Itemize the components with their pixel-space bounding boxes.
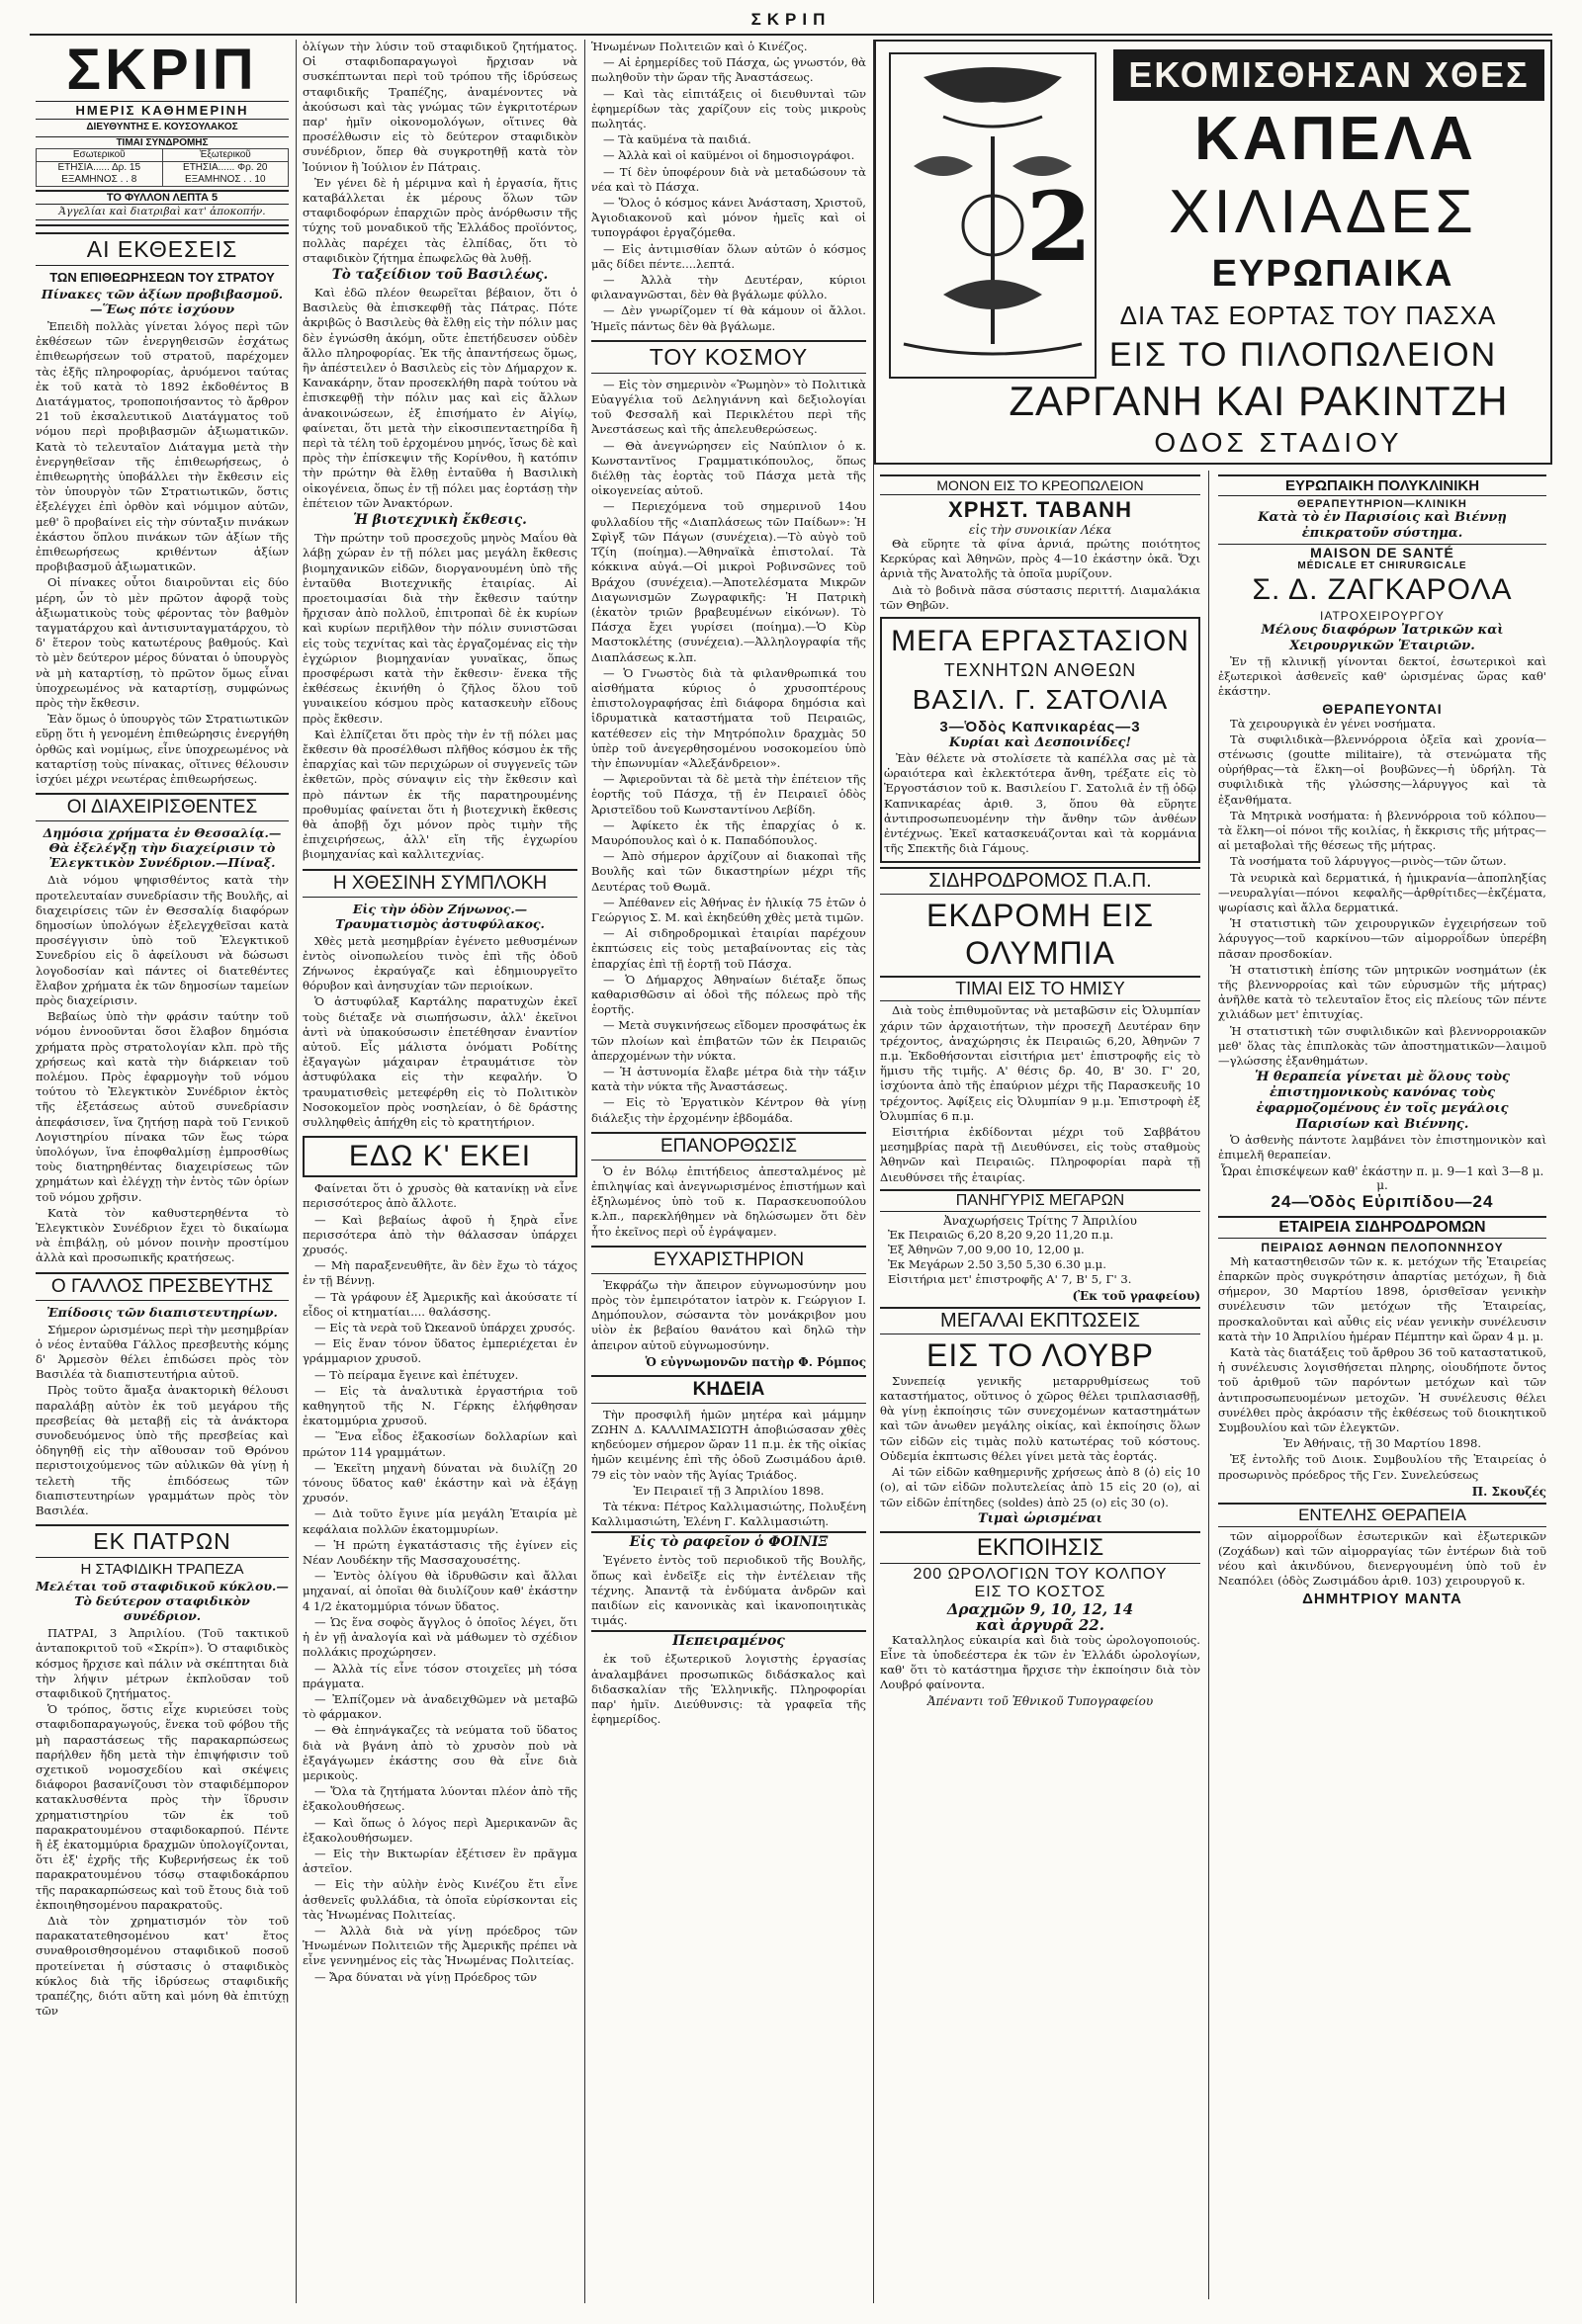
paragraph: Ὁ ἐν Βόλῳ ἐπιτήδειος ἀπεσταλμένος μὲ ἐπιληψίας καὶ ἀνεγνωρισμένος ἐπιστήμων καὶ ἐξηλωμένος ὑπὸ τοῦ κ. Παρασκευοπούλου κ.λπ., παρεκλήθημεν νὰ δηλώσωμεν ὅτι δὲν ἦτο ἐκεῖνος περὶ οὗ ἐγράψαμεν. [591,1163,866,1239]
subscription-prices [36,136,289,187]
prices-table [36,148,289,187]
paragraph: Τὰ Μητρικὰ νοσήματα: ἡ βλεννόρροια τοῦ κόλπου—τὰ ἕλκη—οἱ πόνοι τῆς κοιλίας, ἡ ἔκκρισις τῆς μήτρας—αἱ μεταβολαὶ τῆς θέσεως τῆς μήτρας. [1218,808,1546,853]
doctor-signature: ΔΗΜΗΤΡΙΟΥ ΜΑΝΤΑ [1302,1590,1462,1607]
railway-subheading: ΠΕΙΡΑΙΩΣ ΑΘΗΝΩΝ ΠΕΛΟΠΟΝΝΗΣΟΥ [1261,1240,1504,1254]
article-heading: ΑΙ ΕΚΘΕΣΕΙΣ [36,232,289,266]
paragraph: ΠΑΤΡΑΙ, 3 Ἀπριλίου. (Τοῦ τακτικοῦ ἀνταποκριτοῦ τοῦ «Σκρίπ»). Ὁ σταφιδικὸς κόσμος ἤρχισε καὶ πάλιν νὰ σκέπτηται διὰ τὴν λήψιν μέτρων ἐκπλοῦσαν τοῦ σταφιδικοῦ ζητήματος. [36,1626,289,1701]
paragraph: — Ἐλπίζομεν νὰ ἀναδειχθῶμεν νὰ μεταβῶ τὸ φάρμακον. [303,1691,577,1722]
ad-heading: ΜΕΓΑ ΕΡΓΑΣΤΑΣΙΟΝ [891,625,1189,658]
article-deck: Εἰς τὴν ὁδὸν Ζήνωνος.—Τραυματισμὸς ἀστυφύλακος. [335,901,545,931]
shop-address: Ἀπέναντι τοῦ Ἐθνικοῦ Τυπογραφείου [926,1693,1154,1708]
paragraph: Αἱ τῶν εἰδῶν καθημερινῆς χρήσεως ἀπὸ 8 (ὁ) εἰς 10 (ο), αἱ τῶν εἰδῶν πολυτελείας ἀπὸ 15 εἰς 20 (ο), αἱ τῶν εἰδῶν ἐπίτηδες (soldes) ἀπὸ 25 (ο) εἰς 30 (ο). [880,1465,1200,1509]
domestic-prices [37,162,163,187]
paragraph: Ἡ στατιστικὴ τῶν συφιλιδικῶν καὶ βλεννορροιακῶν μεθ' ὅλας τὰς ἐπιπλοκὰς τῶν ἀποστηματικῶν—λαιμοῦ—γλώσσης ἐξανθημάτων. [1218,1023,1546,1069]
hat-banner: ΕΚΟΜΙΣΘΗΣΑΝ ΧΘΕΣ [1113,49,1544,101]
doctor-role: ΙΑΤΡΟΧΕΙΡΟΥΡΓΟΥ [1320,609,1445,623]
paragraph: Ἐκφράζω τὴν ἄπειρον εὐγνωμοσύνην μου πρὸς τὸν ἐμπειρότατον ἰατρὸν κ. Γεώργιον Ι. Δημόπουλον, σώσαντα τὸν μονάκριβον μου υἱὸν ἐκ βεβαίου θανάτου καὶ δηλῶ τὴν ἀπειρον αὐτοῦ εὐγνωμοσύνην. [591,1277,866,1352]
paragraph: Ἐὰν θέλετε νὰ στολίσετε τὰ καπέλλα σας μὲ τὰ ὡραιότερα καὶ ἐκλεκτότερα ἄνθη, τρέξατε εἰς τὸ Ἐργοστάσιον τοῦ κ. Βασιλείου Γ. Σατολιᾶ ἐν τῇ ὁδῷ Καπνικαρέας ἀριθ. 3, ὅπου θὰ εὕρητε ἀντιπροσωπευομένην τὴν ἄνθην τῶν ἀνθέων ἐντέχνως. Ἐκεῖ κατασκευάζονται καὶ τὰ κορμάνια τῆς Σπεκτῆς διὰ Γάμους. [884,751,1196,856]
paragraph: Χθὲς μετὰ μεσημβρίαν ἐγένετο μεθυσμένων ἐντὸς οἰνοπωλείου τινὸς ἐπὶ τῆς ὁδοῦ Ζήνωνος ἐκραύγαζε καὶ ἐδημιουργεῖτο θόρυβον καὶ ἀνησυχίαν τῶν περιοίκων. [303,933,577,993]
excursion-heading: ΕΚΔΡΟΜΗ ΕΙΣ ΟΛΥΜΠΙΑ [926,898,1154,972]
paragraph: — Ἀπέθανεν εἰς Ἀθήνας ἐν ἡλικίᾳ 75 ἐτῶν ὁ Γεώργιος Σ. Μ. καὶ ἐκηδεύθη χθὲς μετὰ τιμῶν. [591,895,866,924]
paragraph: — Δὲν γνωρίζομεν τί θὰ κάμουν οἱ ἄλλοι. Ἡμεῖς πάντως δὲν θὰ βγάλωμε. [591,303,866,333]
article-heading: ΤΟΥ ΚΟΣΜΟΥ [591,340,866,374]
masthead-editor: ΔΙΕΥΘΥΝΤΗΣ Ε. ΚΟΥΣΟΥΛΑΚΟΣ [86,122,238,132]
paragraph: ὀλίγων τὴν λύσιν τοῦ σταφιδικοῦ ζητήματος. Οἱ σταφιδοπαραγωγοὶ ἤρχισαν νὰ συσκέπτωνται περὶ τοῦ τρόπου τῆς ἱδρύσεως σταφιδικῆς Τραπέζης, ἀναμένοντες νὰ ἀκούσωσι καὶ τὰς γνώμας τῶν ἐγκριτοτέρων παρ' ἡμῖν οἰκονομολόγων, οἵτινες θὰ προσέλθωσιν εἰς τὸ δεύτερον σταφιδικὸν συνέδριον, ὅπερ θὰ συγκροτηθῇ κατὰ τὸν Ἰούνιον ἢ Ἰούλιον ἐν Πάτραις. [303,40,577,174]
ads-column-right [1212,471,1552,2299]
copy-price: ΤΟ ΦΥΛΛΟΝ ΛΕΠΤΑ 5 [36,190,289,205]
paragraph: Καὶ ἐλπίζεται ὅτι πρὸς τὴν ἐν τῇ πόλει μας ἔκθεσιν θὰ προσέλθωσι πλῆθος κόσμου ἐκ τῆς ἐπαρχίας καὶ τῶν περιχώρων οἱ συγγενεῖς τῶν ἐκθετῶν, πρὸς σύναψιν εἰς τὴν ἔκθεσιν καὶ πρὸ πάντων ἐκ τῆς παρατηρουμένης προθυμίας φαίνεται ὅτι ἡ βιοτεχνικὴ ἔκθεσις θὰ ἀποβῇ ὄχι μόνον πρὸς τιμὴν τῆς ἐπιχειρήσεως, ἀλλ' εἴη τῆς ἐγχωρίου βιομηχανίας καὶ καλλιτεχνίας. [303,727,577,862]
ads-note: Ἀγγελίαι καὶ διατριβαὶ κατ' ἀποκοπήν. [36,205,289,220]
paragraph: — Ἕνα εἶδος ἐξακοσίων δολλαρίων καὶ πρώτον 114 γραμμάτων. [303,1429,577,1459]
paragraph: Καὶ ἐδῶ πλέον θεωρεῖται βέβαιον, ὅτι ὁ Βασιλεὺς θὰ ἐπισκεφθῇ τὰς Πάτρας. Πότε ἀκριβῶς ὁ Βασιλεὺς θὰ ἔλθῃ εἰς τὴν πόλιν μας δὲν ἐγνώσθη ἀκόμη, οὔτε ἐπετήδευσεν οὐδὲν ἄλλο πληροφορίας. Ἐκ τῆς ἀπαντήσεως ὅμως, ἣν ἀπέστειλεν ὁ Βασιλεὺς εἰς τὸν Δήμαρχον κ. Κανακάρην, ὅταν προσεκλήθη παρὰ τούτου νὰ ἐπισκεφθῇ τὴν πόλιν μας καὶ εἰς ἄλλων ἀνακοινώσεων, ἐξ ἐπισήματο ἐν Αἰγίῳ, φαίνεται, ὅτι μετὰ τὴν εἰκοσιπενταετηρίδα ἢ περὶ τὰ τέλη τοῦ ἐρχομένου μηνός, ἴσως δὲ καὶ πρὸς τὴν ἐπίσκεψιν τῆς Κορίνθου, ἢ κατόπιν τὴν πρώτην θὰ ἔλθῃ ἐνταῦθα ἡ Βασιλικὴ οἰκογένεια, ὅπως ἐν τῇ πόλει μας ἑορτάσῃ τὴν ἐπέτειον τῶν Ἀνακτόρων. [303,286,577,510]
watch-prices: Δραχμῶν 9, 10, 12, 14 [946,1599,1134,1618]
hat-shop-advertisement [874,40,1552,465]
domestic-year: ΕΤΗΣΙΑ...... Δρ. 15 [57,162,141,173]
article-heading: ΚΗΔΕΙΑ [591,1375,866,1404]
paragraph: Θὰ εὕρητε τὰ φίνα ἀρνιά, πρώτης ποιότητος Κερκύρας καὶ Ἀθηνῶν, πρὸς 4—10 ἐκάστην ὀκᾶ. Ὄχι ἀρνιὰ τῆς Ἀνατολῆς τὰ ὁποῖα μυρίζουν. [880,537,1200,581]
paragraph: — Εἰς ἀντιμισθίαν ὅλων αὐτῶν ὁ κόσμος μᾶς δίδει πέντε....λεπτά. [591,241,866,271]
article-deck: Δημόσια χρήματα ἐν Θεσσαλίᾳ.—Θὰ ἐξελέγξῃ τὴν διαχείρισιν τὸ Ἐλεγκτικὸν Συνέδριον.—Πίναξ. [43,825,282,871]
foreign-year: ΕΤΗΣΙΑ...... Φρ. 20 [183,162,268,173]
watch-prices-silver: καὶ ἀργυρᾶ 22. [976,1615,1104,1634]
ads-column-left [874,471,1206,2299]
paragraph: Καταλληλος εὐκαιρία καὶ διὰ τοὺς ὡρολογοποιούς. Εἶνε τὰ ὑποδεέστερα ἐκ τῶν ἐν Ἑλλάδι ὡρολογίων, καθ' ὅτι τὸ κατάστημα ἤρχισε τὴν ἐκποίησιν διὰ τὸν Λουβρό φαίνοντα. [880,1632,1200,1692]
top-rule [30,34,1552,36]
masthead-subtitle: ΗΜΕΡΙΣ ΚΑΘΗΜΕΡΙΝΗ [36,101,289,120]
maison-de-sante: MAISON DE SANTÉ [1218,544,1546,560]
foreign-half: ΕΞΑΜΗΝΟΣ . . 10 [184,174,266,185]
paragraph: Συνεπείᾳ γενικῆς μεταρρυθμίσεως τοῦ καταστήματος, οὕτινος ὁ χῶρος θέλει τριπλασιασθῇ, θὰ γίνῃ ἐκποίησις τῶν συνεχομένων καταστημάτων καὶ τῶν ἀνωθεν μεγάλης οἰκίας, καὶ ἐκποίησις ὅλων τῶν εἰδῶν εἰς τιμὰς πολὺ κατωτέρας τοῦ κόστους. Οὐδεμία ἐκπτωσις θέλει γίνει μετὰ τὰς ἑορτάς. [880,1373,1200,1463]
paragraph: — Αἱ ἐρημερίδες τοῦ Πάσχα, ὡς γνωστόν, θὰ πωληθοῦν τὴν ὥραν τῆς Ἀναστάσεως. [591,55,866,85]
paragraph: — Εἰς τὴν αὐλὴν ἑνὸς Κινέζου ἔτι εἶνε ἀσθενεῖς φυλλάδια, τὰ ὁποῖα εὑρίσκονται εἰς τὰς Ἡνωμένας Πολιτείας. [303,1877,577,1922]
paragraph: — Ὡς ἕνα σοφὸς ἄγγλος ὁ ὁποῖος λέγει, ὅτι ἡ ἐν γῇ ἀναλογία καὶ νὰ μάθωμεν τὸ σχέδιον πολλάκις προχώρησεν. [303,1614,577,1660]
paragraph: — Ὁ Δήμαρχος Ἀθηναίων διέταξε ὅπως καθαρισθῶσιν αἱ ὁδοὶ τῆς πόλεως πρὸ τῆς ἑορτῆς. [591,972,866,1017]
masthead [36,40,289,226]
paragraph: — Τὰ γράφουν ἐξ Ἀμερικῆς καὶ ἀκούσατε τί εἶδος οἱ κτηματίαι.... θαλάσσης. [303,1289,577,1319]
ad-heading: ΠΑΝΗΓΥΡΙΣ ΜΕΓΑΡΩΝ [880,1189,1200,1212]
paragraph: Ὁ ἀστυφύλαξ Καρτάλης παρατυχὼν ἐκεῖ τοὺς διέταξε νὰ σιωπήσωσιν, ἀλλ' ἐκεῖνοι ἀντὶ νὰ ὑπακούσωσιν ἐπετέθησαν ἐναντίον αὐτοῦ. Εἷς μάλιστα ὀνόματι Ροδίτης ἐξαγαγὼν μάχαιραν ἐτραυμάτισε τὸν ἀστυφύλακα εἰς τὴν κεφαλήν. Ὁ τραυματισθεὶς μετεφέρθη εἰς τὸ Πολιτικὸν Νοσοκομεῖον πρὸς νοσηλείαν, ὁ δὲ δράστης συλληφθεὶς ἀπήχθη εἰς τὸ κρατητήριον. [303,994,577,1129]
paragraph: Τὰ νοσήματα τοῦ λάρυγγος—ρινὸς—τῶν ὤτων. [1230,854,1507,869]
column-rule [1208,471,1209,2299]
ad-heading: ΕΤΑΙΡΕΙΑ ΣΙΔΗΡΟΔΡΟΜΩΝ [1218,1216,1546,1239]
paragraph: Κατὰ τὸν καθυστερηθέντα τὸ Ἐλεγκτικὸν Συνέδριον ἔχει τὸ δικαίωμα νὰ ἐπιβάλῃ, οὐ μόνον ποινὴν προστίμου ἀλλὰ καὶ προσωπικῆς κρατήσεως. [36,1205,289,1265]
paragraph: — Ἀλλὰ διὰ νὰ γίνῃ πρόεδρος τῶν Ἡνωμένων Πολιτειῶν τῆς Ἀμερικῆς πρέπει νὰ εἶνε γεννημένος εἰς τὰς Ἡνωμένας Πολιτείας. [303,1923,577,1968]
hat-line-1: ΔΙΑ ΤΑΣ ΕΟΡΤΑΣ ΤΟΥ ΠΑΣΧΑ [1119,301,1497,330]
hat-line-2: ΕΙΣ ΤΟ ΠΙΛΟΠΩΛΕΙΟΝ [1108,336,1498,374]
paragraph: Διὰ τὸν χρηματισμόν τὸν τοῦ παρακατατεθησομένου κατ' ἔτος συναθροισθησομένου σταφιδικοῦ ποσοῦ προτείνεται ἡ σύστασις ὁ σταφιδικὸς κύκλος διὰ τῆς ἱδρύσεως σταφιδικῆς τραπέζης, διότι αὕτη καὶ μόνη θὰ ἐπιτύχῃ τῶν [36,1914,289,2019]
advertisements-panel [874,40,1552,2303]
doctor-membership: Μέλους διαφόρων Ἰατρικῶν καὶ Χειρουργικῶν Ἑταιριῶν. [1261,623,1504,653]
ad-heading: Πεπειραμένος [591,1630,866,1649]
paragraph: — Ἀλλὰ τίς εἶνε τόσον στοιχεῖες μὴ τόσα πράγματα. [303,1661,577,1690]
paragraph: — Ἄρα δύναται νὰ γίνῃ Πρόεδρος τῶν [314,1969,537,1984]
paragraph: Βεβαίως ὑπὸ τὴν φράσιν ταύτην τοῦ νόμου ἐννοοῦνται ὅσοι ἔλαβον δημόσια χρήματα πρὸς στρατολογίαν κλπ. πρὸ τῆς χρήσεως καὶ κατὰ τὴν διάρκειαν τοῦ πολέμου. Πρὸς ἐφαρμογὴν τοῦ νόμου τούτου τὸ Ἐλεγκτικὸν Συνέδριον ἐκτὸς τῆς ἐξετάσεως αὐτοῦ συνεδρίασιν ἀπεφάσισεν, ἵνα ζητήσῃ παρὰ τοῦ Γενικοῦ Λογιστηρίου πίνακα τῶν ἕως τώρα ὑπολόγων, ἵνα ἐποφθαλμίσῃ ἐμπροσθίως τοὺς διατηρηθέντας διαχειρίσεως τῶν χρημάτων καὶ ἐλέγχῃ τὴν ἐντὸς τῶν ὁρίων τοῦ νόμου χρῆσιν. [36,1009,289,1204]
clinic-address: 24—Ὁδὸς Εὐριπίδου—24 [1271,1191,1494,1211]
paragraph: Ἐν τῇ κλινικῇ γίνονται δεκτοί, ἐσωτερικοὶ καὶ ἐξωτερικοὶ ἀσθενεῖς καθ' ὡρισμένας ὥρας καθ' ἑκάστην. [1218,654,1546,699]
paragraph: Ἐγένετο ἐντὸς τοῦ περιοδικοῦ τῆς Βουλῆς, ὅπως καὶ ἐνδεῖξε εἰς τὴν ἐντέλειαν τῆς τέχνης. Ἀπαντᾷ τὰ ἐνδύματα ἀνδρῶν καὶ παιδίων εἰς κανονικὰς καὶ ἱκανοποιητικὰς τιμάς. [591,1553,866,1628]
paragraph: — Διὰ τοῦτο ἔγινε μία μεγάλη Ἑταιρία μὲ κεφάλαια πολλῶν ἑκατομμυρίων. [303,1506,577,1536]
excursion-prices: ΤΙΜΑΙ ΕΙΣ ΤΟ ΗΜΙΣΥ [880,976,1200,1001]
visiting-hours: Ὧραι ἐπισκέψεων καθ' ἑκάστην π. μ. 9—1 καὶ 3—8 μ. μ. [1220,1163,1544,1192]
domestic-label: Εσωτερικοῦ [37,149,163,162]
ad-heading: Εἰς τὸ ραφεῖον ὁ ΦΟΙΝΙΞ [591,1531,866,1550]
flower-workshop-ad [880,617,1200,863]
paragraph: — Ἀλλὰ τὴν Δευτέραν, κύριοι φιλαναγνῶσται, δὲν θὰ βγάλωμε φύλλο. [591,273,866,302]
paragraph: Ἡ στατιστικὴ τῶν χειρουργικῶν ἐγχειρήσεων τοῦ λάρυγγος—τοῦ καρκίνου—τῶν αἱμορροΐδων ὑπερέβη πᾶσαν προσδοκίαν. [1218,916,1546,961]
paragraph: Ὁ τρόπος, ὅστις εἶχε κυριεύσει τοὺς σταφιδοπαραγωγούς, ἕνεκα τοῦ φόβου τῆς μὴ παραστάσεως τῆς παρακαρπώσεως παρήλθεν ἤδη μετὰ τὴν ἐπιψήφισιν τοῦ σχετικοῦ νομοσχεδίου καὶ σκέψεις διάφοροι βασανίζουσι τὸν σταφιδέμπορον κατακλυσθέντα πρὸς τὴν ἵδρυσιν χρηματιστηρίου τῶν ἐκ τοῦ παρακρατουμένου σταφιδοκαρπού. Πέντε ἢ ἑξ ἑκατομμύρια δραχμῶν ὑπολογίζονται, ὅτι ἐξ' ἐχρῆς τῆς Κυβερνήσεως ἐκ τοῦ παρακρατουμένου τόσῳ σταφιδοκάρπου τῆς παρακαρπώσεως καὶ τοῦ ἔτους διὰ τοῦ ἐκποιηθησομένου παρακρατοῦς. [36,1702,289,1912]
article-heading: ΕΚ ΠΑΤΡΩΝ [36,1524,289,1558]
section-heading: Τὸ ταξείδιον τοῦ Βασιλέως. [331,267,549,284]
paragraph: Ὁ ἀσθενὴς πάντοτε λαμβάνει τὸν ἐπιστημονικὸν καὶ ἐπιμελῆ θεραπείαν. [1218,1133,1546,1162]
paragraph: Τὰ συφιλιδικὰ—βλεννόρροια ὀξεῖα καὶ χρονία—στένωσις (goutte militaire), τὰ στενώματα τῆς οὐρήθρας—τὰ ἕλκη—οἱ βουβῶνες—ἡ ὑδρήλη. Τὰ συφιλιδικὰ τῆς γλώσσης—λάρυγγος καὶ τὰ ἐξανθήματα. [1218,732,1546,807]
schedule-line: Εἰσιτήρια μετ' ἐπιστροφῆς Α' 7, Β' 5, Γ' 3. [888,1271,1132,1286]
paragraph: — Αἱ σιδηροδρομικαὶ ἑταιρίαι παρέχουν ἐκπτώσεις εἰς τοὺς μεταβαίνοντας εἰς τὰς ἐπαρχίας ἐπὶ τῇ ἑορτῇ τοῦ Πάσχα. [591,926,866,971]
paragraph: Ἐπειδὴ πολλὰς γίνεται λόγος περὶ τῶν ἐκθέσεων τῶν ἐνεργηθεισῶν ἐσχάτως ἐπιθεωρήσεων τοῦ στρατοῦ, παρέχομεν τὰς ἑξῆς πληροφορίας, ἀρυόμενοι ταύτας ἐκ τοῦ κατὰ τὸ 1892 ἐκδοθέντος Β Διατάγματος, τροποποιήσαντος τὸ ἄρθρον 21 τοῦ ἐκσαλευτικοῦ Διατάγματος τοῦ νόμου περὶ προβιβασμῶν ἀξιωματικῶν. Κατὰ τὸ τελευταῖον Διάταγμα μετὰ τὴν ἐνεργηθεῖσαν τῆς ἐπιθεωρήσεως, ὁ ἐπιθεωρητὴς ὑποβάλλει τὴν ἔκθεσιν εἰς τὸν ὑπουργὸν τῶν Στρατιωτικῶν, ὅστις ἐξελέγχει ἐπὶ ὀρθὸν καὶ νόμιμον αὐτῶν, μεθ' ὃ προβαίνει εἰς τὴν σύνταξιν πινάκων ἐκάστου ὅπλου πινάκων τῶν ἀξίων τῆς ἐπιθεωρήσεως κριθέντων ἀξίων προβιβασμοῦ ἀξιωματικῶν. [36,319,289,574]
article-deck: Πίνακες τῶν ἀξίων προβιβασμοῦ.—Ἕως πότε ἰσχύουν [41,287,284,316]
article-heading: Ο ΓΑΛΛΟΣ ΠΡΕΣΒΕΥΤΗΣ [36,1272,289,1301]
watch-sale-cost: ΕΙΣ ΤΟ ΚΟΣΤΟΣ [974,1583,1106,1600]
ad-heading: ΕΚΠΟΙΗΣΙΣ [880,1531,1200,1564]
signature: Π. Σκουζές [1471,1484,1546,1499]
paragraph: — Εἰς τὸ Ἐργατικὸν Κέντρον θὰ γίνῃ διάλεξις τὴν ἐρχομένην ἑβδομάδα. [591,1095,866,1125]
fixed-prices: Τιμαὶ ὡρισμέναι [978,1510,1102,1526]
paragraph: — Μὴ παραξενευθῆτε, ἂν δὲν ἔχω τὸ τάχος ἐν τῇ Βέννῃ. [303,1258,577,1288]
paragraph: — Ὅλος ὁ κόσμος κάνει Ἀνάσταση, Χριστοῦ, Ἀγιοδιακονοῦ καὶ μόνον ἡμεῖς καὶ οἱ τυπογράφοι ἐργαζόμεθα. [591,196,866,240]
paragraph: Διὰ τὸ βοδινὰ πᾶσα σύστασις περιττή. Διαμαλάκια τῶν Θηβῶν. [880,582,1200,612]
article-heading: ΕΥΧΑΡΙΣΤΗΡΙΟΝ [591,1246,866,1274]
hat-title: ΚΑΠΕΛΑ [1194,105,1477,173]
paragraph: — Ἡ ἀστυνομία ἔλαβε μέτρα διὰ τὴν τάξιν κατὰ τὴν νύκτα τῆς Ἀναστάσεως. [591,1065,866,1094]
schedule-line: Ἐξ Ἀθηνῶν 7,00 9,00 10, 12,00 μ. [888,1242,1085,1256]
paragraph: Τὰ χειρουργικὰ ἐν γένει νοσήματα. [1230,716,1437,731]
paragraph: Κατὰ τὰς διατάξεις τοῦ ἄρθρου 36 τοῦ καταστατικοῦ, ἡ συνέλευσις λογισθήσεται πληρης, οἱουδήποτε ὄντος τοῦ ἀριθμοῦ τῶν παρόντων μετόχων καὶ τῶν ἀντιπροσωπευομένων μετοχῶν. Ἡ συνέλευσις θέλει συνέλθει πρὸς ἀκρόασιν τῆς ἐκθέσεως τοῦ διοικητικοῦ Συμβουλίου καὶ τῶν ἐλεγκτῶν. [1218,1344,1546,1434]
hat-number: 2 [1025,171,1093,283]
paragraph: Ἡνωμένων Πολιτειῶν καὶ ὁ Κινέζος. [591,40,808,53]
foreign-prices [162,162,289,187]
article-heading: Η ΧΘΕΣΙΝΗ ΣΥΜΠΛΟΚΗ [303,869,577,898]
paragraph: Διὰ νόμου ψηφισθέντος κατὰ τὴν προτελευταίαν συνεδρίασιν τῆς Βουλῆς, αἱ διαχειρίσεις τῶν ἐν Θεσσαλίᾳ διαφόρων δημοσίων ὑπολόγων ἐξελεγχθεῖσαι κατὰ προσέγγισιν ὑπὸ τοῦ Ἐλεγκτικοῦ Συνεδρίου εἰς ὃ ἀφείλουσι νὰ δώσωσι λογοδοσίαν καὶ πάντες οἱ διατεθέντες ἔλαβον χρήματα ἐκ τῶν δημοσίων ταμείων πρὸς διαχείρισιν. [36,873,289,1007]
workshop-greeting: Κυρίαι καὶ Δεσποινίδες! [948,735,1132,751]
paragraph: Τὰ τέκνα: Πέτρος Καλλιμασιώτης, Πολυξένη Καλλιμασιώτη, Ἑλένη Γ. Καλλιμασιώτη. [591,1500,866,1529]
paragraph: — Εἰς ἕναν τόνον ὕδατος ἐμπεριέχεται ἐν γράμμαριον χρυσοῦ. [303,1336,577,1366]
column-3 [585,40,872,2303]
paragraph: ἐκ τοῦ ἐξωτερικοῦ λογιστὴς ἐργασίας ἀναλαμβάνει προσωπικῶς διδάσκαλος καὶ διδασκαλίαν τῆς Ἑλληνικῆς. Πληροφορίαι παρ' ἡμῖν. Διεύθυνσις: τὰ γραφεῖα τῆς ἐφημερίδος. [591,1652,866,1727]
butcher-location: εἰς τὴν συνοικίαν Λέκα [968,523,1112,537]
paragraph: τῶν αἱμορροΐδων ἐσωτερικῶν καὶ ἐξωτερικῶν (Ζοχάδων) καὶ τῶν αἱμορραγίας τῶν ἐντέρων διὰ τοῦ νέου καὶ ἀκινδύνου, διενεργουμένη ὑπὸ τοῦ ἐν Νεαπόλει (ὁδὸς Ζωσιμάδου ἀριθ. 103) χειρουργοῦ κ. [1218,1528,1546,1589]
paragraph: — Θὰ ἀνεγνώρησεν εἰς Ναύπλιον ὁ κ. Κωνσταντῖνος Γραμματικόπουλος, ὅπως διέλθῃ τὰς ἑορτὰς τοῦ Πάσχα μετὰ τῆς οἰκογενείας αὐτοῦ. [591,438,866,498]
running-head: ΣΚΡΙΠ [750,10,832,29]
paragraph: — Τὸ πείραμα ἔγεινε καὶ ἐπέτυχεν. [314,1367,519,1382]
article-heading: ΕΔΩ Κ' ΕΚΕΙ [303,1136,577,1177]
signature: Ὁ εὐγνωμονῶν πατὴρ Φ. Ρόμπος [645,1354,866,1369]
workshop-owner: ΒΑΣΙΛ. Γ. ΣΑΤΟΛΙΑ [912,684,1169,716]
paragraph: — Καὶ βεβαίως ἀφοῦ ἡ ξηρὰ εἶνε περισσότερα ἀπὸ τὴν θάλασσαν ὑπάρχει χρυσός. [303,1212,577,1257]
paragraph: — Τὰ καϋμένα τὰ παιδιά. [603,132,751,147]
paragraph: — Εἰς τὸν σημερινὸν «Ῥωμηὸν» τὸ Πολιτικὰ Εὐαγγέλια τοῦ Δεληγιάννη καὶ δεξιολογίαι τοῦ Φεσσαλῆ καὶ Περικλέτου περὶ τῆς Ἀνεστάσεως καὶ τῆς ἀπελευθερώσεως. [591,377,866,437]
treatments-heading: ΘΕΡΑΠΕΥΟΝΤΑΙ [1322,700,1443,717]
article-subheading: Η ΣΤΑΦΙΔΙΚΗ ΤΡΑΠΕΖΑ [80,1561,244,1579]
paragraph: Ἐὰν ὅμως ὁ ὑπουργὸς τῶν Στρατιωτικῶν εὕρῃ ὅτι ἡ γενομένη ἐπιθεώρησις ἐνεργήθη ὀρθῶς καὶ νομίμως, εἶνε ὑποχρεωμένος νὰ καταρτίσῃ τοὺς πίνακας, οἵτινες θέλουσιν ἰσχύει μέχρι νεωτέρας ἐπιθεωρήσεως. [36,712,289,787]
ad-heading: ΕΥΡΩΠΑΙΚΗ ΠΟΛΥΚΛΙΝΙΚΗ [1218,474,1546,496]
paragraph: Τὴν πρώτην τοῦ προσεχοῦς μηνὸς Μαΐου θὰ λάβῃ χώραν ἐν τῇ πόλει μας μεγάλη ἔκθεσις βιομηχανικῶν εἰδῶν, διοργανουμένη ὑπὸ τῆς ἐνταῦθα Βιοτεχνικῆς ἑταιρίας. Αἱ προετοιμασίαι διὰ τὴν ἔκθεσιν ταύτην ἤρχισαν ἀπὸ πολλοῦ, ἐπιτροπαὶ δὲ ἐκ κυρίων καὶ κυρίων περιῆλθον τὴν πόλιν συνιστῶσαι εἰς τοὺς τεχνίτας καὶ τὰς ἐργαζομένας εἰς τὴν ἐγχώριον βιομηχανίαν γυναῖκας, ὅπως προσφέρωσι κατὰ τὴν ἔκθεσιν· ἕνεκα τῆς ἐκθέσεως ἐκινήθη ὁ ζῆλος ὅλου τοῦ γυναικείου κόσμου πρὸς κατασκευὴν εἴδους πρὸς ἔκθεσιν. [303,531,577,726]
paragraph: — Ἐκεῖτη μηχανὴ δύναται νὰ διυλίζῃ 20 τόνους ὕδατος καθ' ἑκάστην καὶ νὰ ἐξάγῃ χρυσόν. [303,1460,577,1506]
section-heading: Ἡ βιοτεχνικὴ ἔκθεσις. [353,512,527,529]
paragraph: Ἐξ ἐντολῆς τοῦ Διοικ. Συμβουλίου τῆς Ἑταιρείας ὁ προσωρινὸς πρόεδρος τῆς Γεν. Συνελεύσεως [1218,1452,1546,1482]
schedule-note: Ἀναχωρήσεις Τρίτης 7 Ἀπριλίου [943,1213,1137,1228]
paragraph: Φαίνεται ὅτι ὁ χρυσὸς θὰ κατανίκῃ νὰ εἶνε περισσότερος ἀπὸ ἄλλοτε. [303,1181,577,1211]
ad-heading: ΜΟΝΟΝ ΕΙΣ ΤΟ ΚΡΕΟΠΩΛΕΙΟΝ [880,474,1200,495]
paragraph: — Ἀφίκετο ἐκ τῆς ἐπαρχίας ὁ κ. Μαυρόπουλος καὶ ὁ κ. Παπαδόπουλος. [591,818,866,847]
masthead-title: ΣΚΡΙΠ [66,40,258,102]
paragraph: — Ἀπὸ σήμερον ἀρχίζουν αἱ διακοπαὶ τῆς Βουλῆς καὶ τῶν δικαστηρίων μέχρι τῆς Δευτέρας τοῦ Θωμᾶ. [591,849,866,894]
ad-heading: ΣΙΔΗΡΟΔΡΟΜΟΣ Π.Α.Π. [880,867,1200,895]
clinic-system: Κατὰ τὸ ἐν Παρισίοις καὶ Βιέννῃ ἐπικρατοῦν σύστημα. [1258,510,1507,541]
article-deck: Μελέται τοῦ σταφιδικοῦ κύκλου.—Τὸ δεύτερον σταφιδικὸν συνέδριον. [36,1579,289,1624]
maison-medical: MÉDICALE ET CHIRURGICALE [1297,560,1467,571]
ad-heading: ΕΝΤΕΛΗΣ ΘΕΡΑΠΕΙΑ [1218,1503,1546,1527]
watch-sale-line: 200 ΩΡΟΛΟΓΙΩΝ ΤΟΥ ΚΟΛΠΟΥ [913,1565,1168,1583]
prices-title: ΤΙΜΑΙ ΣΥΝΔΡΟΜΗΣ [116,137,209,148]
paragraph: Μὴ καταστηθεισῶν τῶν κ. κ. μετόχων τῆς Ἑταιρείας ἐπαρκῶν πρὸς συγκρότησιν ἀπαρτίας μετόχων, ἢ διὰ σήμερον, 30 Μαρτίου 1898, ὁρισθεῖσαν γενικὴν συνέλευσιν τῶν μετόχων τῆς Ἑταιρείας, προσκαλοῦνται καὶ αὖθις εἰς νέαν γενικὴν συνέλευσιν κατὰ τὴν 10 Ἀπριλίου ἡμέραν Πέμπτην καὶ ὥραν 4 μ. μ. [1218,1253,1546,1343]
domestic-half: ΕΞΑΜΗΝΟΣ . . 8 [61,174,137,185]
article-deck: Ἐπίδοσις τῶν διαπιστευτηρίων. [46,1304,278,1320]
paragraph: — Μετὰ συγκινήσεως εἴδομεν προσφάτως ἐκ τῶν πλοίων καὶ ἐπιβατῶν τῶν ἐκ Πειραιῶς ἀπερχομένων τὴν νύκτα. [591,1018,866,1063]
paragraph: Πρὸς τοῦτο ἅμαξα ἀνακτορικὴ θέλουσι παραλάβῃ αὐτὸν ἐκ τοῦ μεγάρου τῆς πρεσβείας θὰ μεταβῇ εἰς τὰ ἀνάκτορα συνοδευόμενος ὑπὸ τῆς πρεσβείας καὶ ὁδηγηθῇ εἰς τὴν αἴθουσαν τοῦ Θρόνου περιστοιχούμενος τῶν αὐλικῶν θὰ γίνῃ ἡ τελετὴ τῆς ἐπιδόσεως τῶν διαπιστευτηρίων γραμμάτων πρὸς τὸν Βασιλέα. [36,1383,289,1518]
paragraph: — Καὶ ὅπως ὁ λόγος περὶ Ἀμερικανῶν ἂς ἐξακολουθήσωμεν. [303,1815,577,1845]
article-heading: ΟΙ ΔΙΑΧΕΙΡΙΣΘΕΝΤΕΣ [36,793,289,821]
schedule-source: (Ἐκ τοῦ γραφείου) [1072,1288,1200,1303]
paragraph: — Καὶ τὰς εἰπιτάξεις οἱ διευθυνταὶ τῶν ἐφημερίδων τὰς χαρίζουν εἰς τοὺς μικροὺς πωλητάς. [591,86,866,131]
butcher-name: ΧΡΗΣΤ. ΤΑΒΑΝΗ [948,497,1132,522]
column-2 [297,40,583,2303]
paragraph: Οἱ πίνακες οὗτοι διαιροῦνται εἰς δύο μέρη, ὧν τὸ μὲν πρῶτον ἀφορᾷ τοὺς ἀξιωματικοὺς τοὺς φέροντας τὸν βαθμὸν ταγματάρχου καὶ ἀντισυνταγματάρχου, τὸ δ' ἕτερον τοὺς κατωτέρους βαθμούς. Καὶ τὸ μὲν δεύτερον μέρος δύναται ὁ ὑπουργὸς νὰ μὴ καταρτίσῃ, τὸ πρῶτον ὅμως εἶναι ὑποχρεωμένος νὰ καταρτίσῃ, συμφώνως πρὸς τὴν ἔκθεσιν. [36,575,289,711]
clinic-subheading: ΘΕΡΑΠΕΥΤΗΡΙΟΝ—ΚΛΙΝΙΚΗ [1297,498,1467,510]
paragraph: Εἰσιτήρια ἐκδίδονται μέχρι τοῦ Σαββάτου μεσημβρίας παρὰ τῇ Διευθύνσει, εἰς τοὺς σταθμοὺς Ἀθηνῶν καὶ Πειραιῶς. Πληροφορίαι παρὰ τῇ Διευθύνσει τῆς ἐταιρίας. [880,1125,1200,1184]
paragraph: Τὰ νευρικὰ καὶ δερματικά, ἡ ἡμικρανία—ἀποπληξίας—νευραλγίαι—πόνοι κεφαλῆς—ἀρθρίτιδες—ἐκζέματα, ψωρίασις καὶ ἄλλα δερματικά. [1218,870,1546,915]
paragraph: — Ἀλλὰ καὶ οἱ καϋμένοι οἱ δημοσιογράφοι. [603,148,855,163]
louvre-heading: ΕΙΣ ΤΟ ΛΟΥΒΡ [926,1336,1154,1373]
paragraph: — Ἀφιεροῦνται τὰ δὲ μετὰ τὴν ἐπέτειον τῆς ἑορτῆς τοῦ Πάσχα, τῇ ἐν Πειραιεῖ ὁδὸς Ἀριστεῖδου τοῦ Κωνσταντίνου Λεβίδη. [591,772,866,817]
foreign-label: Ἐξωτερικοῦ [162,149,289,162]
paragraph: Τὴν προσφιλῆ ἡμῶν μητέρα καὶ μάμμην ΖΩΗΝ Δ. ΚΑΛΛΙΜΑΣΙΩΤΗ ἀποβιώσασαν χθὲς κηδεύομεν σήμερον ὥραν 11 π.μ. ἐκ τῆς οἰκίας ἡμῶν κειμένης ἐπὶ τῆς ὁδοῦ Ζωσιμάδου ἀριθ. 79 εἰς τὸν ναὸν τῆς Ἁγίας Τριάδος. [591,1407,866,1482]
article-subheading: ΤΩΝ ΕΠΙΘΕΩΡΗΣΕΩΝ ΤΟΥ ΣΤΡΑΤΟΥ [49,270,275,285]
date-line: Ἐν Πειραιεῖ τῇ 3 Ἀπριλίου 1898. [633,1483,825,1498]
hat-line-3: ΖΑΡΓΑΝΗ ΚΑΙ ΡΑΚΙΝΤΖΗ [1009,378,1509,424]
paragraph: Σήμερον ὡρισμένως περὶ τὴν μεσημβρίαν ὁ νέος ἐνταῦθα Γάλλος πρεσβευτὴς κόμης δ' Ἀρμεσὸν θέλει ἐπιδώσει πρὸς τὸν Βασιλέα τὰ διαπιστευτήρια αὐτοῦ. [36,1322,289,1382]
hat-european: ΕΥΡΩΠΑΙΚΑ [1211,253,1454,295]
paragraph: Ἡ στατιστικὴ ἐπίσης τῶν μητρικῶν νοσημάτων (ἐκ τῆς βλεννορροίας καὶ τῶν εὐρυσμῶν τῆς μήτρας) ἀνῆλθε κατὰ τὸ τελευταῖον ἔτος εἰς πλείους τῶν πέντε χιλιάδων μετ' ἐπιτυχίας. [1218,962,1546,1022]
schedule-line: Ἐκ Μεγάρων 2.50 3,50 5,30 6.30 μ.μ. [888,1256,1106,1271]
paragraph: — Τί δὲν ὑποφέρουν διὰ νὰ μεταδώσουν τὰ νέα καὶ τὸ Πάσχα. [591,164,866,194]
paragraph: — Θὰ ἐπηνάγκαζες τὰ νεύματα τοῦ ὕδατος διὰ νὰ βγάνη ἀπὸ τὸ χρυσὸν ποὺ νὰ ἐξαγάγωμεν ἑκάστης σου θὰ εἶνε διὰ μερικοὺς. [303,1723,577,1782]
ad-heading: ΜΕΓΑΛΑΙ ΕΚΠΤΩΣΕΙΣ [880,1307,1200,1334]
date-line: Ἐν Ἀθήναις, τῇ 30 Μαρτίου 1898. [1282,1436,1482,1451]
doctor-name: Σ. Δ. ΖΑΓΚΑΡΟΛΑ [1252,573,1513,606]
paragraph: — Ἐντὸς ὀλίγου θὰ ἱδρυθῶσιν καὶ ἄλλαι μηχαναί, αἱ ὁποῖαι θὰ διυλίζουν καθ' ἑκάστην 4 1/2 ἑκατομμύρια τόνων ὕδατος. [303,1569,577,1613]
paragraph: — Ὁ Γνωστὸς διὰ τὰ φιλανθρωπικά του αἰσθήματα κύριος ὁ χρυσοπτέρους ἐπιστολογραφήσας ἐπὶ διάφορα δημόσια καὶ ἱδρυματικὰ καταστήματα τοῦ Πειραιῶς, κατέθεσεν εἰς τὴν Μητρόπολιν δραχμὰς 50 ὑπὲρ τοῦ ἀνεγερθησομένου νοσοκομείου ὑπὸ τὴν ἐπωνυμίαν «Ἀλεξάνδρειον». [591,665,866,770]
hat-line-4: ΟΔΟΣ ΣΤΑΔΙΟΥ [1154,427,1403,458]
paragraph: — Περιεχόμενα τοῦ σημερινοῦ 14ου φυλλαδίου τῆς «Διαπλάσεως τῶν Παίδων»: Ἡ Σφὶγξ τῶν Πάγων (συνέχεια).—Τὸ αὐγὸ τοῦ Τζίη (ποίημα).—Ἀθηναϊκὰ ἐπιστολαί. Τὰ κόκκινα αὐγά.—Οἱ μικροὶ Ροβινσῶνες τοῦ Βράχου (συνέχεια).—Ἀποτελέσματα Μικρῶν Διαγωνισμῶν Ζωγραφικῆς: Ἡ Πατρικὴ (ἑκατὸν τριῶν βραβευμένων εἰκόνων). Τὸ Πάσχα ἔχει γυρίσει (ποίημα).—Ὁ Κὺρ Μαστοκλέτης (συνέχεια).—Ἀλληλογραφία τῆς Διαπλάσεως κ.λπ. [591,499,866,664]
paragraph: Διὰ τοὺς ἐπιθυμοῦντας νὰ μεταβῶσιν εἰς Ὀλυμπίαν χάριν τῶν ἀρχαιοτήτων, τὴν προσεχῆ Δευτέραν 6ην τρέχοντος, ἀναχώρησις ἐκ Πειραιῶς 6,20, Ἀθηνῶν 7 π.μ. Ἐκδοθήσονται εἰσιτήρια μετ' ἐπιστροφῆς εἰς τὸ ἥμισυ τῆς τιμῆς. Α' θέσις δρ. 40, Β' 30. Γ' 20, ἰσχύοντα ἀπὸ τῆς ἐπαύριον μέχρι τῆς Παρασκευῆς 10 τρέχοντος. Ἀφίξεις εἰς Ὀλυμπίαν 9 μ.μ. Ἐπιστροφὴ ἐξ Ὀλυμπίας 6 π.μ. [880,1003,1200,1123]
column-1 [30,40,295,2303]
paragraph: — Εἰς τὴν Βικτωρίαν ἐξέτισεν ἓν πρᾶγμα ἀστεῖον. [303,1846,577,1876]
paragraph: — Εἰς τὰ ἀναλυτικὰ ἐργαστήρια τοῦ καθηγητοῦ τῆς Ν. Γέρκης ἐλήφθησαν ἐκατομμύρια χρυσοῦ. [303,1383,577,1428]
paragraph: — Εἰς τὰ νερὰ τοῦ Ὠκεανοῦ ὑπάρχει χρυσός. [314,1321,575,1335]
hat-thousands: ΧΙΛΙΑΔΕΣ [1169,178,1477,246]
article-heading: ΕΠΑΝΟΡΘΩΣΙΣ [591,1132,866,1161]
schedule-line: Ἐκ Πειραιῶς 6,20 8,20 9,20 11,20 π.μ. [888,1227,1114,1242]
paragraph: Ἐν γένει δὲ ἡ μέριμνα καὶ ἡ ἐργασία, ἥτις καταβάλλεται ἐκ μέρους ὅλων τῶν σταφιδοφόρων ἐπαρχιῶν πρὸς ἀνόρθωσιν τῆς τύχης τοῦ μοναδικοῦ τῆς Ἑλλάδος προϊόντος, πολλὰς παρέχει τὰς ἐλπίδας, ὅτι τὸ σταφιδικὸν ζήτημα ἐπωφελῶς θὰ λυθῇ. [303,175,577,265]
ad-subheading: ΤΕΧΝΗΤΩΝ ΑΝΘΕΩΝ [943,660,1137,681]
therapy-note: Ἡ θεραπεία γίνεται μὲ ὅλους τοὺς ἐπιστημονικοὺς κανόνας τοὺς ἐφαρμοζομένους ἐν τοῖς μεγάλοις Παρισίων καὶ Βιέννης. [1255,1070,1510,1133]
paragraph: — Ἡ πρώτη ἐγκατάστασις τῆς ἐγίνεν εἰς Νέαν Λουδέκην τῆς Μασσαχουσέτης. [303,1537,577,1568]
paragraph: — Ὅλα τὰ ζητήματα λύονται πλέον ἀπὸ τῆς ἐξακολουθήσεως. [303,1784,577,1814]
workshop-address: 3—Ὁδὸς Καπνικαρέας—3 [939,719,1141,736]
